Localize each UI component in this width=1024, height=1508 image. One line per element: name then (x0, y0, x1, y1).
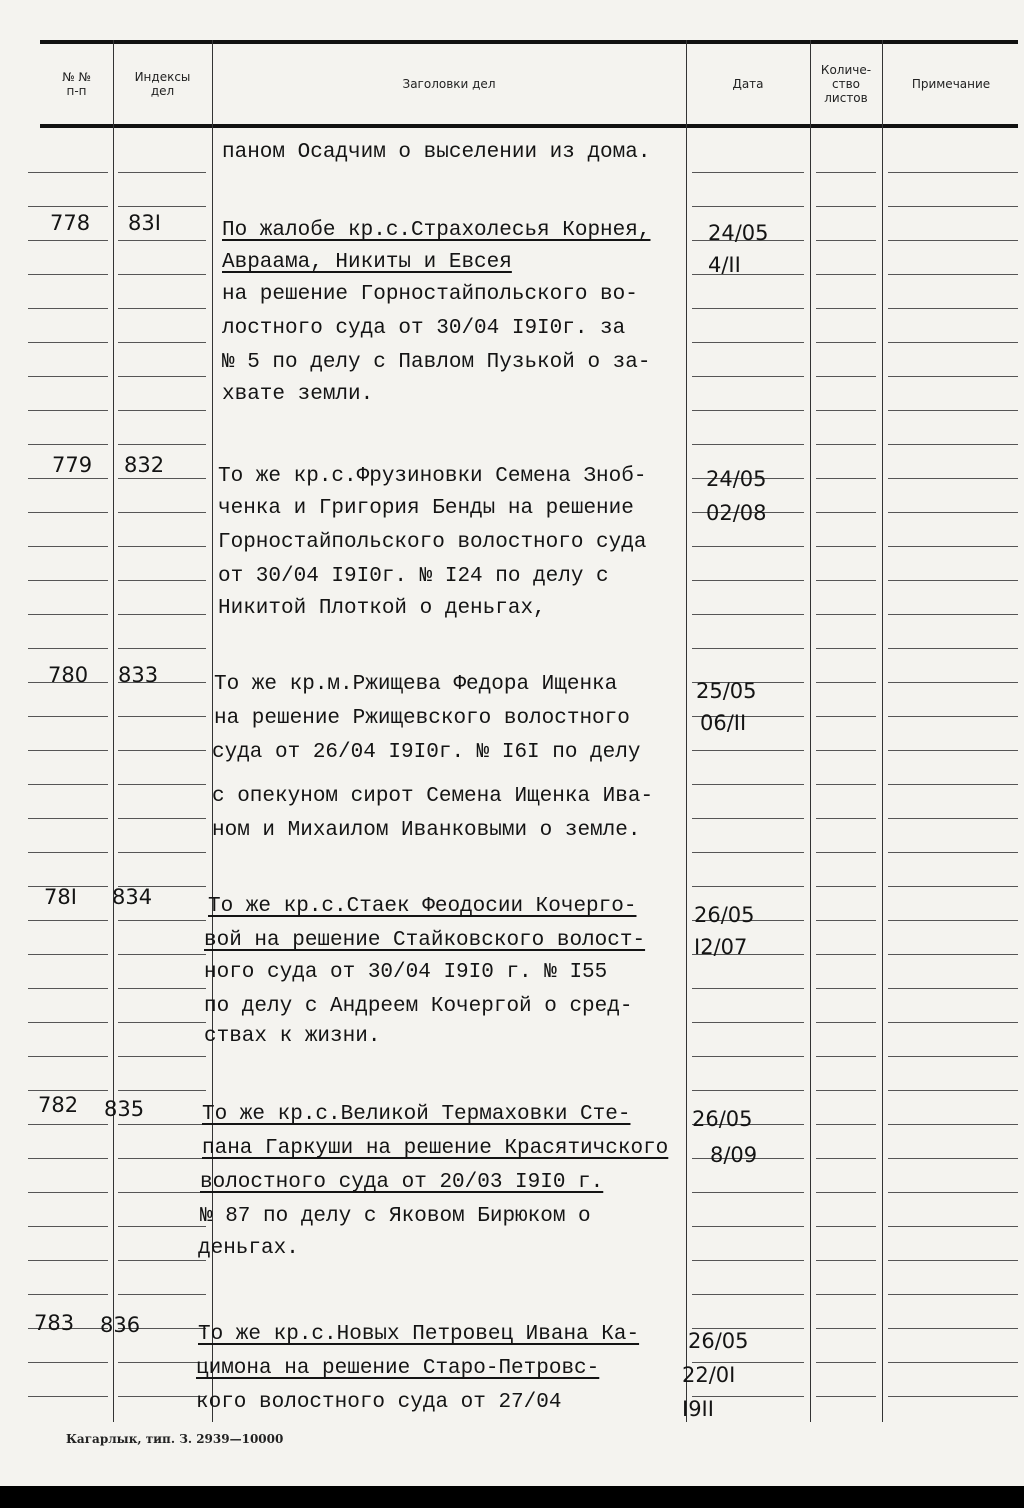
ruled-line (816, 274, 876, 275)
ruled-line (816, 1226, 876, 1227)
ruled-line (888, 172, 1018, 173)
ruled-line (118, 1226, 206, 1227)
ruled-line (118, 648, 206, 649)
ruled-line (816, 342, 876, 343)
ruled-line (888, 1260, 1018, 1261)
ruled-line (888, 308, 1018, 309)
ruled-line (816, 240, 876, 241)
case-date: 25/05 (696, 679, 757, 703)
case-title-line: на решение Горностайпольского во- (222, 283, 638, 306)
case-title-line: ного суда от 30/04 I9I0 г. № I55 (204, 961, 608, 984)
ruled-line (28, 1260, 108, 1261)
ruled-line (888, 274, 1018, 275)
ruled-line (692, 614, 804, 615)
case-title-line: от 30/04 I9I0г. № I24 по делу с (218, 565, 609, 588)
ruled-line (888, 954, 1018, 955)
ruled-line (816, 988, 876, 989)
entry-number: 778 (50, 211, 91, 235)
ruled-line (816, 410, 876, 411)
ruled-line (118, 614, 206, 615)
case-date: I2/07 (694, 935, 748, 959)
ruled-line (692, 1022, 804, 1023)
ruled-line (816, 546, 876, 547)
ruled-line (118, 920, 206, 921)
ruled-line (888, 206, 1018, 207)
ruled-line (28, 852, 108, 853)
case-title-line: деньгах. (198, 1237, 299, 1260)
ruled-line (28, 920, 108, 921)
ruled-line (28, 614, 108, 615)
case-date: 26/05 (694, 903, 755, 927)
ruled-line (888, 376, 1018, 377)
ruled-line (692, 1056, 804, 1057)
ruled-line (28, 274, 108, 275)
case-title-line: суда от 26/04 I9I0г. № I6I по делу (212, 741, 641, 764)
ruled-line (692, 886, 804, 887)
printer-imprint: Кагарлык, тип. З. 2939—10000 (66, 1432, 284, 1446)
column-divider (810, 40, 811, 1422)
ruled-line (118, 1090, 206, 1091)
ruled-line (888, 886, 1018, 887)
ruled-line (888, 546, 1018, 547)
case-title-line: № 87 по делу с Яковом Бирюком о (200, 1205, 591, 1228)
entry-number: 783 (34, 1311, 75, 1335)
ruled-line (118, 512, 206, 513)
ruled-line (888, 1362, 1018, 1363)
case-index: 834 (112, 885, 153, 909)
entry-number: 782 (38, 1093, 79, 1117)
case-title-line: цимона на решение Старо-Петровс- (196, 1357, 600, 1380)
ruled-line (888, 1056, 1018, 1057)
case-date: 24/05 (706, 467, 767, 491)
ruled-line (692, 750, 804, 751)
ruled-line (692, 1090, 804, 1091)
ruled-line (28, 342, 108, 343)
ruled-line (816, 818, 876, 819)
ruled-line (118, 308, 206, 309)
ruled-line (28, 1158, 108, 1159)
ruled-line (816, 444, 876, 445)
ruled-line (816, 172, 876, 173)
ruled-line (888, 240, 1018, 241)
ruled-line (816, 376, 876, 377)
ruled-line (118, 580, 206, 581)
case-title-line: по делу с Андреем Кочергой о сред- (204, 995, 633, 1018)
ruled-line (118, 1294, 206, 1295)
ruled-line (888, 1022, 1018, 1023)
header-number: № № п-п (62, 70, 91, 98)
ruled-line (816, 1192, 876, 1193)
case-index: 832 (124, 453, 165, 477)
ruled-line (816, 1056, 876, 1057)
ruled-line (118, 1192, 206, 1193)
ruled-line (816, 206, 876, 207)
ruled-line (28, 206, 108, 207)
ruled-line (118, 274, 206, 275)
ruled-line (888, 580, 1018, 581)
ruled-line (888, 1124, 1018, 1125)
ruled-line (816, 1396, 876, 1397)
ruled-line (692, 546, 804, 547)
ruled-line (816, 1158, 876, 1159)
case-title-line: Никитой Плоткой о деньгах, (218, 597, 546, 620)
ruled-line (28, 988, 108, 989)
case-title-line: ченка и Григория Бенды на решение (218, 497, 634, 520)
ruled-line (888, 1192, 1018, 1193)
ruled-line (816, 1260, 876, 1261)
case-title-line: По жалобе кр.с.Страхолесья Корнея, (222, 219, 651, 242)
entry-number: 779 (52, 453, 93, 477)
ruled-line (692, 818, 804, 819)
case-date: 02/08 (706, 501, 767, 525)
ruled-line (28, 750, 108, 751)
ruled-line (28, 546, 108, 547)
ruled-line (888, 342, 1018, 343)
column-divider (882, 40, 883, 1422)
ruled-line (888, 614, 1018, 615)
ruled-line (28, 648, 108, 649)
ruled-line (816, 1294, 876, 1295)
ruled-line (118, 1056, 206, 1057)
ruled-line (816, 852, 876, 853)
ruled-line (118, 206, 206, 207)
ruled-line (888, 682, 1018, 683)
ruled-line (692, 648, 804, 649)
case-title-line: лостного суда от 30/04 I9I0г. за (222, 317, 626, 340)
case-title-line: То же кр.с.Великой Термаховки Сте- (202, 1103, 631, 1126)
ruled-line (888, 988, 1018, 989)
case-title-line: паном Осадчим о выселении из дома. (222, 141, 651, 164)
ruled-line (888, 1328, 1018, 1329)
ruled-line (118, 852, 206, 853)
case-title-line: То же кр.м.Ржищева Федора Ищенка (214, 673, 618, 696)
ruled-line (118, 750, 206, 751)
ruled-line (118, 784, 206, 785)
case-index: 833 (118, 663, 159, 687)
ruled-line (118, 444, 206, 445)
scan-border (0, 1486, 1024, 1508)
case-title-line: с опекуном сирот Семена Ищенка Ива- (212, 785, 654, 808)
ruled-line (118, 716, 206, 717)
ruled-line (118, 342, 206, 343)
header-date: Дата (732, 77, 764, 91)
case-title-line: ном и Михаилом Иванковыми о земле. (212, 819, 641, 842)
ruled-line (888, 1090, 1018, 1091)
ruled-line (888, 1396, 1018, 1397)
ruled-line (692, 988, 804, 989)
ruled-line (692, 580, 804, 581)
ruled-line (816, 920, 876, 921)
ruled-line (888, 478, 1018, 479)
ruled-line (816, 954, 876, 955)
ruled-line (888, 750, 1018, 751)
ruled-line (888, 852, 1018, 853)
ruled-line (816, 580, 876, 581)
ruled-line (28, 716, 108, 717)
ruled-line (692, 172, 804, 173)
ruled-line (888, 784, 1018, 785)
ruled-line (118, 1124, 206, 1125)
ruled-line (28, 580, 108, 581)
ruled-line (28, 1124, 108, 1125)
ruled-line (28, 1294, 108, 1295)
ruled-line (816, 648, 876, 649)
ruled-line (816, 1022, 876, 1023)
ruled-line (692, 444, 804, 445)
column-divider (686, 40, 687, 1422)
case-date: 22/0I (682, 1363, 736, 1387)
ruled-line (118, 376, 206, 377)
case-title-line: пана Гаркуши на решение Красятичского (202, 1137, 669, 1160)
ruled-line (816, 886, 876, 887)
ruled-line (28, 954, 108, 955)
case-title-line: То же кр.с.Фрузиновки Семена Зноб- (218, 465, 647, 488)
case-date: 8/09 (710, 1143, 758, 1167)
ruled-line (118, 988, 206, 989)
ruled-line (692, 206, 804, 207)
ruled-line (28, 240, 108, 241)
ruled-line (28, 784, 108, 785)
ruled-line (816, 614, 876, 615)
ruled-line (28, 818, 108, 819)
ruled-line (28, 410, 108, 411)
ruled-line (28, 376, 108, 377)
case-index: 83I (128, 211, 161, 235)
case-title-line: То же кр.с.Новых Петровец Ивана Ка- (198, 1323, 640, 1346)
column-divider (113, 40, 114, 1422)
ruled-line (118, 1396, 206, 1397)
header-note: Примечание (911, 77, 991, 91)
case-date: I9II (682, 1397, 714, 1421)
ruled-line (118, 410, 206, 411)
case-title-line: То же кр.с.Стаек Феодосии Кочерго- (208, 895, 637, 918)
ruled-line (118, 818, 206, 819)
ruled-line (888, 716, 1018, 717)
ruled-line (888, 410, 1018, 411)
header-index: Индексы дел (134, 70, 191, 98)
ruled-line (816, 1090, 876, 1091)
ruled-line (816, 682, 876, 683)
ruled-line (692, 852, 804, 853)
case-date: 06/II (700, 711, 747, 735)
ruled-line (118, 1022, 206, 1023)
case-date: 4/II (708, 253, 741, 277)
ruled-line (816, 1362, 876, 1363)
ruled-line (692, 410, 804, 411)
case-date: 26/05 (692, 1107, 753, 1131)
ruled-line (118, 546, 206, 547)
case-index: 835 (104, 1097, 145, 1121)
ruled-line (28, 1192, 108, 1193)
ruled-line (118, 240, 206, 241)
ruled-line (816, 1124, 876, 1125)
header-sheet-count: Количе- ство листов (820, 63, 872, 105)
ruled-line (118, 954, 206, 955)
case-date: 26/05 (688, 1329, 749, 1353)
ruled-line (888, 1294, 1018, 1295)
ruled-line (118, 1158, 206, 1159)
ruled-line (888, 818, 1018, 819)
ruled-line (888, 1226, 1018, 1227)
case-title-line: ствах к жизни. (204, 1025, 381, 1048)
entry-number: 780 (48, 663, 89, 687)
case-date: 24/05 (708, 221, 769, 245)
ruled-line (888, 648, 1018, 649)
case-title-line: Горностайпольского волостного суда (218, 531, 647, 554)
ruled-line (692, 1294, 804, 1295)
ruled-line (816, 784, 876, 785)
ruled-line (888, 512, 1018, 513)
ruled-line (816, 308, 876, 309)
ruled-line (118, 1260, 206, 1261)
case-title-line: № 5 по делу с Павлом Пузькой о за- (222, 351, 651, 374)
ruled-line (28, 1022, 108, 1023)
ruled-line (28, 1226, 108, 1227)
case-title-line: вой на решение Стайковского волост- (204, 929, 646, 952)
ruled-line (28, 512, 108, 513)
ruled-line (28, 444, 108, 445)
case-title-line: Авраама, Никиты и Евсея (222, 251, 512, 274)
case-title-line: волостного суда от 20/03 I9I0 г. (200, 1171, 604, 1194)
ruled-line (118, 1362, 206, 1363)
header-bottom-rule (40, 124, 1018, 128)
ruled-line (816, 750, 876, 751)
ruled-line (28, 1362, 108, 1363)
case-title-line: на решение Ржищевского волостного (214, 707, 630, 730)
ruled-line (28, 308, 108, 309)
ruled-line (692, 308, 804, 309)
case-title-line: кого волостного суда от 27/04 (196, 1391, 562, 1414)
header-top-rule (40, 40, 1018, 44)
ruled-line (28, 172, 108, 173)
ruled-line (118, 172, 206, 173)
entry-number: 78I (44, 885, 77, 909)
case-title-line: хвате земли. (222, 383, 374, 406)
ruled-line (888, 444, 1018, 445)
header-title: Заголовки дел (402, 77, 496, 91)
ruled-line (816, 1328, 876, 1329)
ruled-line (692, 1192, 804, 1193)
ruled-line (28, 1056, 108, 1057)
ruled-line (816, 716, 876, 717)
ruled-line (816, 478, 876, 479)
ruled-line (888, 920, 1018, 921)
ruled-line (692, 376, 804, 377)
case-index: 836 (100, 1313, 141, 1337)
ruled-line (28, 1396, 108, 1397)
ruled-line (692, 1260, 804, 1261)
ruled-line (692, 342, 804, 343)
ruled-line (816, 512, 876, 513)
ruled-line (692, 1226, 804, 1227)
ruled-line (888, 1158, 1018, 1159)
ruled-line (692, 784, 804, 785)
